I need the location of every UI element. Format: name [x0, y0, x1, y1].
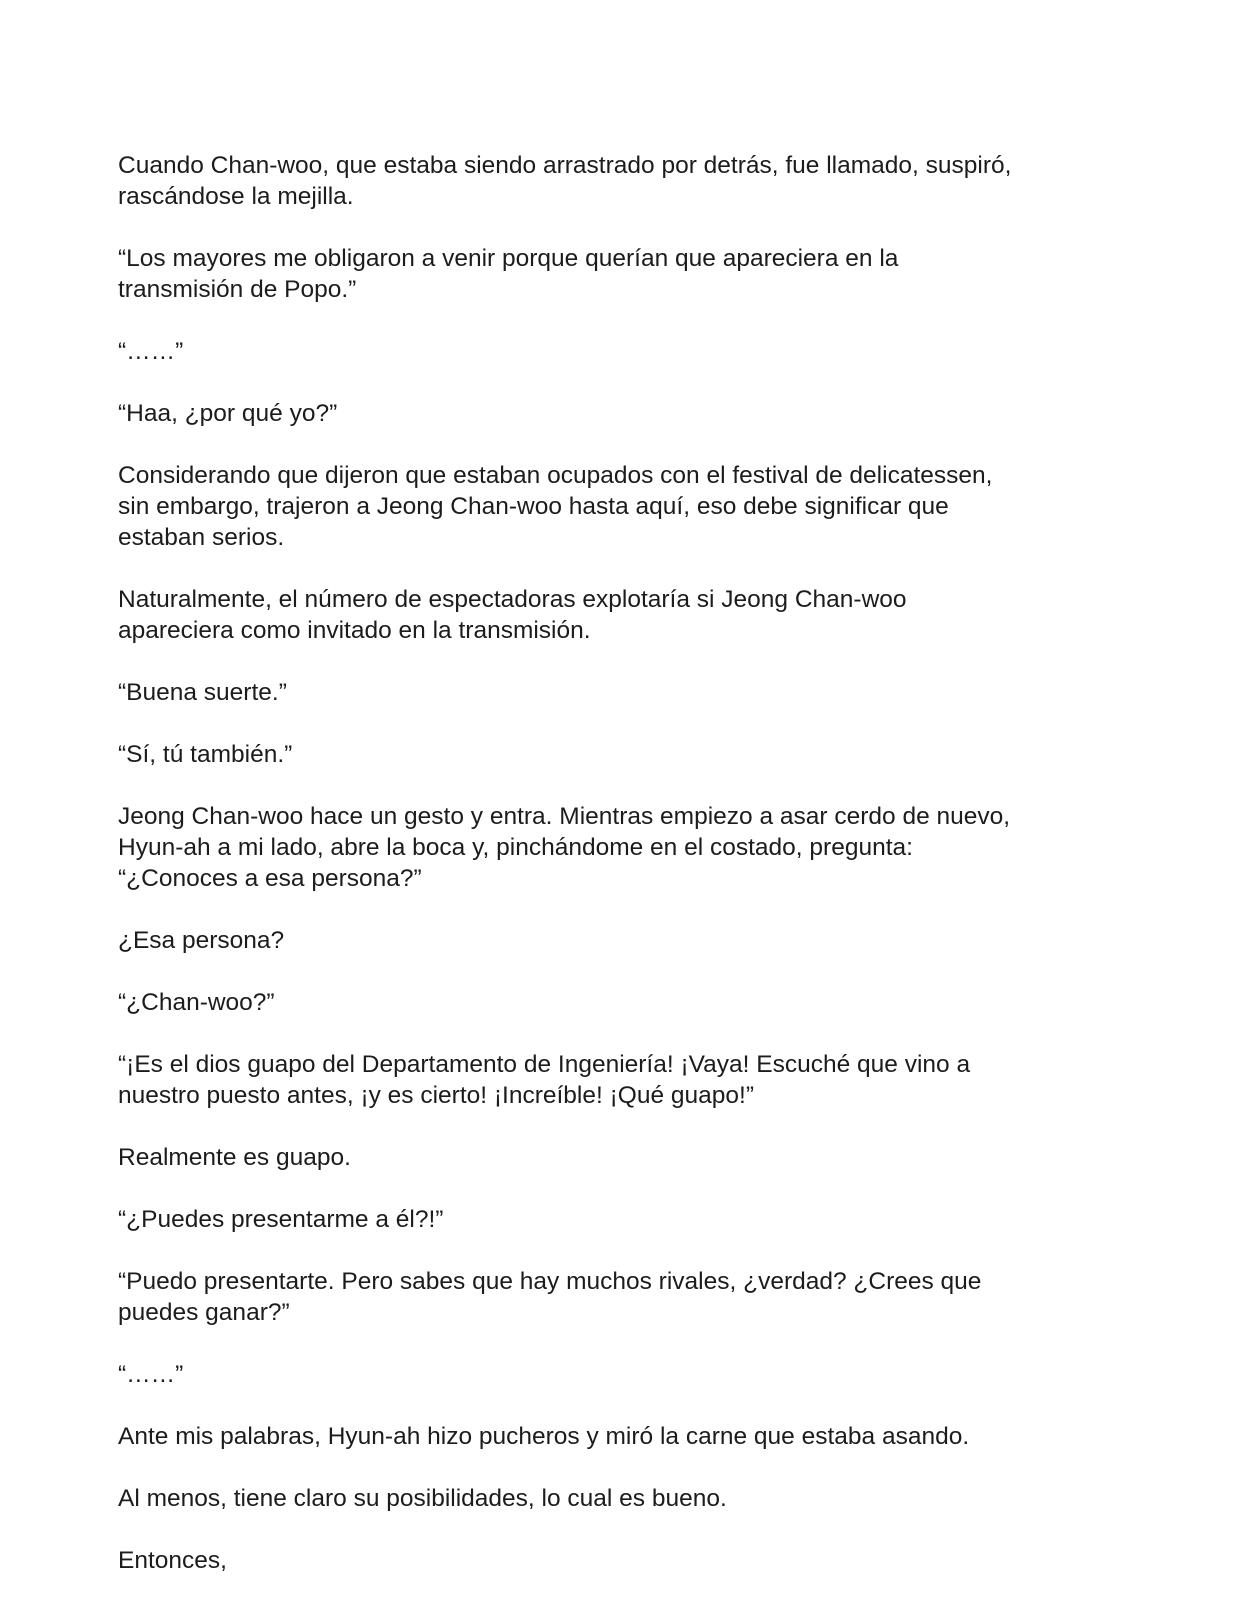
text-line: estaban serios. — [118, 524, 285, 551]
paragraph — [118, 677, 1123, 708]
text-line: “Puedo presentarte. Pero sabes que hay muchos rivales, ¿verdad? ¿Crees que — [118, 1268, 982, 1295]
document-body — [118, 150, 1123, 1607]
paragraph — [118, 1545, 1123, 1576]
text-line: Jeong Chan-woo hace un gesto y entra. Mientras empiezo a asar cerdo de nuevo, — [118, 803, 1011, 830]
paragraph — [118, 1049, 1123, 1111]
text-line: “……” — [118, 338, 184, 365]
text-line: Naturalmente, el número de espectadoras explotaría si Jeong Chan-woo — [118, 586, 907, 613]
text-line: “Haa, ¿por qué yo?” — [118, 400, 338, 427]
text-line: nuestro puesto antes, ¡y es cierto! ¡Increíble! ¡Qué guapo!” — [118, 1082, 754, 1109]
text-line: rascándose la mejilla. — [118, 183, 354, 210]
paragraph — [118, 243, 1123, 305]
paragraph — [118, 1266, 1123, 1328]
paragraph — [118, 925, 1123, 956]
paragraph — [118, 150, 1123, 212]
paragraph — [118, 1483, 1123, 1514]
text-line: sin embargo, trajeron a Jeong Chan-woo hasta aquí, eso debe significar que — [118, 493, 949, 520]
text-line: “Los mayores me obligaron a venir porque querían que apareciera en la — [118, 245, 899, 272]
text-line: puedes ganar?” — [118, 1299, 290, 1326]
text-line: Realmente es guapo. — [118, 1144, 351, 1171]
paragraph — [118, 1359, 1123, 1390]
paragraph — [118, 1204, 1123, 1235]
text-line: “¿Conoces a esa persona?” — [118, 865, 422, 892]
paragraph — [118, 801, 1123, 894]
text-line: “Buena suerte.” — [118, 679, 287, 706]
text-line: apareciera como invitado en la transmisión. — [118, 617, 591, 644]
paragraph — [118, 398, 1123, 429]
text-line: Considerando que dijeron que estaban ocupados con el festival de delicatessen, — [118, 462, 993, 489]
text-line: “……” — [118, 1361, 184, 1388]
text-line: “¿Chan-woo?” — [118, 989, 275, 1016]
text-line: “¿Puedes presentarme a él?!” — [118, 1206, 444, 1233]
text-line: “Sí, tú también.” — [118, 741, 293, 768]
paragraph — [118, 987, 1123, 1018]
text-line: ¿Esa persona? — [118, 927, 285, 954]
text-line: transmisión de Popo.” — [118, 276, 357, 303]
paragraph — [118, 1142, 1123, 1173]
paragraph — [118, 584, 1123, 646]
text-line: Al menos, tiene claro su posibilidades, lo cual es bueno. — [118, 1485, 727, 1512]
text-line: Hyun-ah a mi lado, abre la boca y, pinchándome en el costado, pregunta: — [118, 834, 913, 861]
text-line: Cuando Chan-woo, que estaba siendo arrastrado por detrás, fue llamado, suspiró, — [118, 152, 1012, 179]
text-line: “¡Es el dios guapo del Departamento de Ingeniería! ¡Vaya! Escuché que vino a — [118, 1051, 971, 1078]
text-line: Ante mis palabras, Hyun-ah hizo pucheros y miró la carne que estaba asando. — [118, 1423, 970, 1450]
text-line: Entonces, — [118, 1547, 227, 1574]
paragraph — [118, 1421, 1123, 1452]
paragraph — [118, 739, 1123, 770]
paragraph — [118, 336, 1123, 367]
paragraph — [118, 460, 1123, 553]
